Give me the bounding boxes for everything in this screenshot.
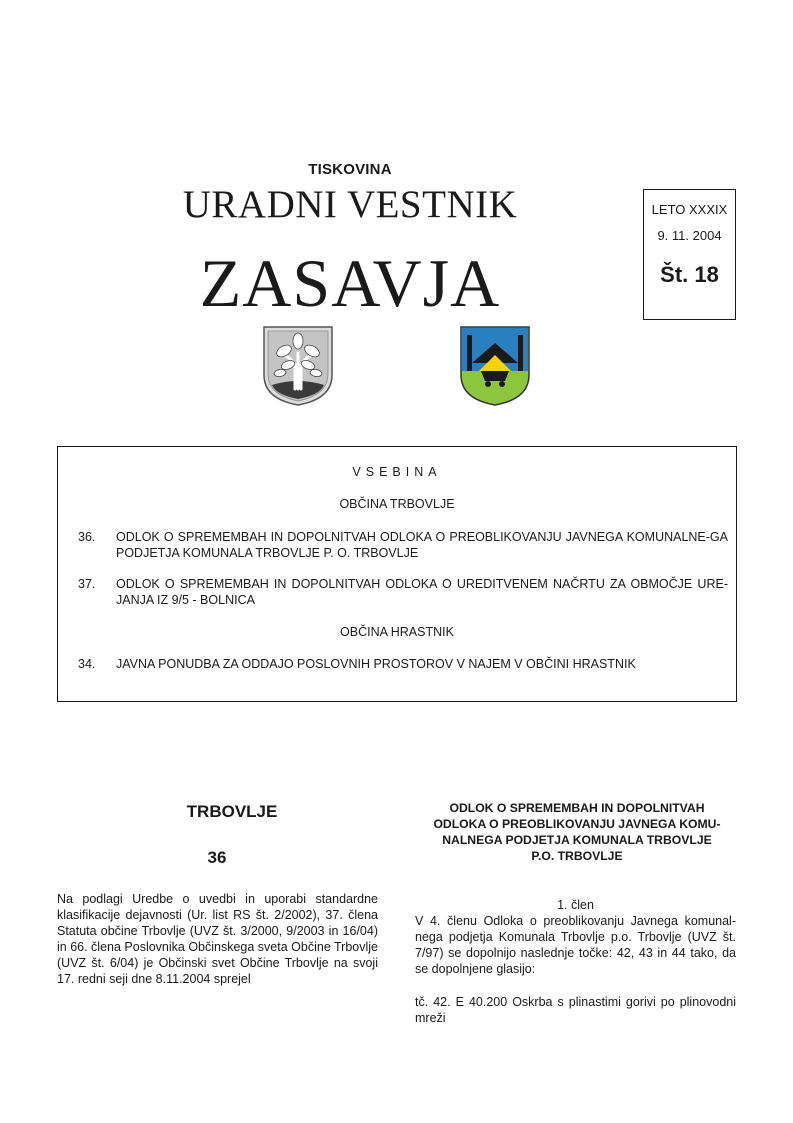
oak-tree-coat-of-arms-icon	[262, 325, 334, 407]
contents-section-trbovlje: OBČINA TRBOVLJE	[339, 497, 455, 511]
act-title-line: P.O. TRBOVLJE	[531, 849, 623, 863]
act-title-line: ODLOK O SPREMEMBAH IN DOPOLNITVAH	[449, 801, 705, 815]
issue-date: 9. 11. 2004	[657, 228, 722, 243]
contents-item-number: 36.	[78, 530, 96, 544]
preamble-paragraph: Na podlagi Uredbe o uvedbi in uporabi standardne klasifikacije dejavnosti (Ur. list RS št. 2/2002), 37. člena Statuta občine Trbovlje (UVZ št. 3/2000, 9/2003 in 16/04) in 66. člena Poslovnika Občinskega sveta Občine Trbovlje (UVZ št. 6/04) je Občinski svet Občine Trbovlje na svoji 17. redni seji dne 8.11.2004 sprejel	[57, 892, 379, 986]
contents-section-hrastnik: OBČINA HRASTNIK	[340, 625, 454, 639]
publication-region-title: ZASAVJA	[199, 245, 501, 321]
contents-item-title: ODLOK O SPREMEMBAH IN DOPOLNITVAH ODLOKA O PREOBLIKOVANJU JAVNEGA KOMUNALNE-GA PODJETJA KOMUNALA TRBOVLJE P. O. TRBOVLJE	[116, 530, 728, 560]
act-title-line: NALNEGA PODJETJA KOMUNALA TRBOVLJE	[442, 833, 712, 847]
article-point: tč. 42. E 40.200 Oskrba s plinastimi gorivi po plinovodni mreži	[415, 995, 736, 1025]
contents-item-number: 37.	[78, 577, 96, 591]
contents-item[interactable]	[78, 656, 728, 672]
contents-item-title: ODLOK O SPREMEMBAH IN DOPOLNITVAH ODLOKA O UREDITVENEM NAČRTU ZA OBMOČJE URE-JANJA IZ 9/5 - BOLNICA	[116, 577, 728, 607]
contents-item-title: JAVNA PONUDBA ZA ODDAJO POSLOVNIH PROSTOROV V NAJEM V OBČINI HRASTNIK	[116, 657, 636, 671]
issue-number: Št. 18	[660, 262, 719, 287]
publication-kicker: TISKOVINA	[308, 161, 392, 178]
act-title-line: ODLOKA O PREOBLIKOVANJU JAVNEGA KOMU-	[433, 817, 721, 831]
article-paragraph: V 4. členu Odloka o preoblikovanju Javnega komunal-nega podjetja Komunala Trbovlje p.o. Trbovlje (UVZ št. 7/97) se dopolnijo naslednje točke: 42, 43 in 44 tako, da se dopolnjene glasijo:	[415, 914, 736, 976]
contents-item-number: 34.	[78, 657, 96, 671]
contents-item[interactable]	[78, 529, 728, 561]
contents-box	[57, 446, 737, 702]
act-number: 36	[207, 848, 227, 867]
publication-title: URADNI VESTNIK	[182, 183, 518, 226]
issue-year: LETO XXXIX	[651, 202, 728, 217]
article-label: 1. člen	[557, 898, 594, 912]
issue-info-box	[643, 189, 736, 320]
mining-coat-of-arms-icon	[459, 325, 531, 407]
contents-item[interactable]	[78, 576, 728, 608]
municipality-heading: TRBOVLJE	[186, 802, 278, 821]
act-title	[412, 800, 742, 864]
contents-heading: VSEBINA	[352, 465, 442, 479]
